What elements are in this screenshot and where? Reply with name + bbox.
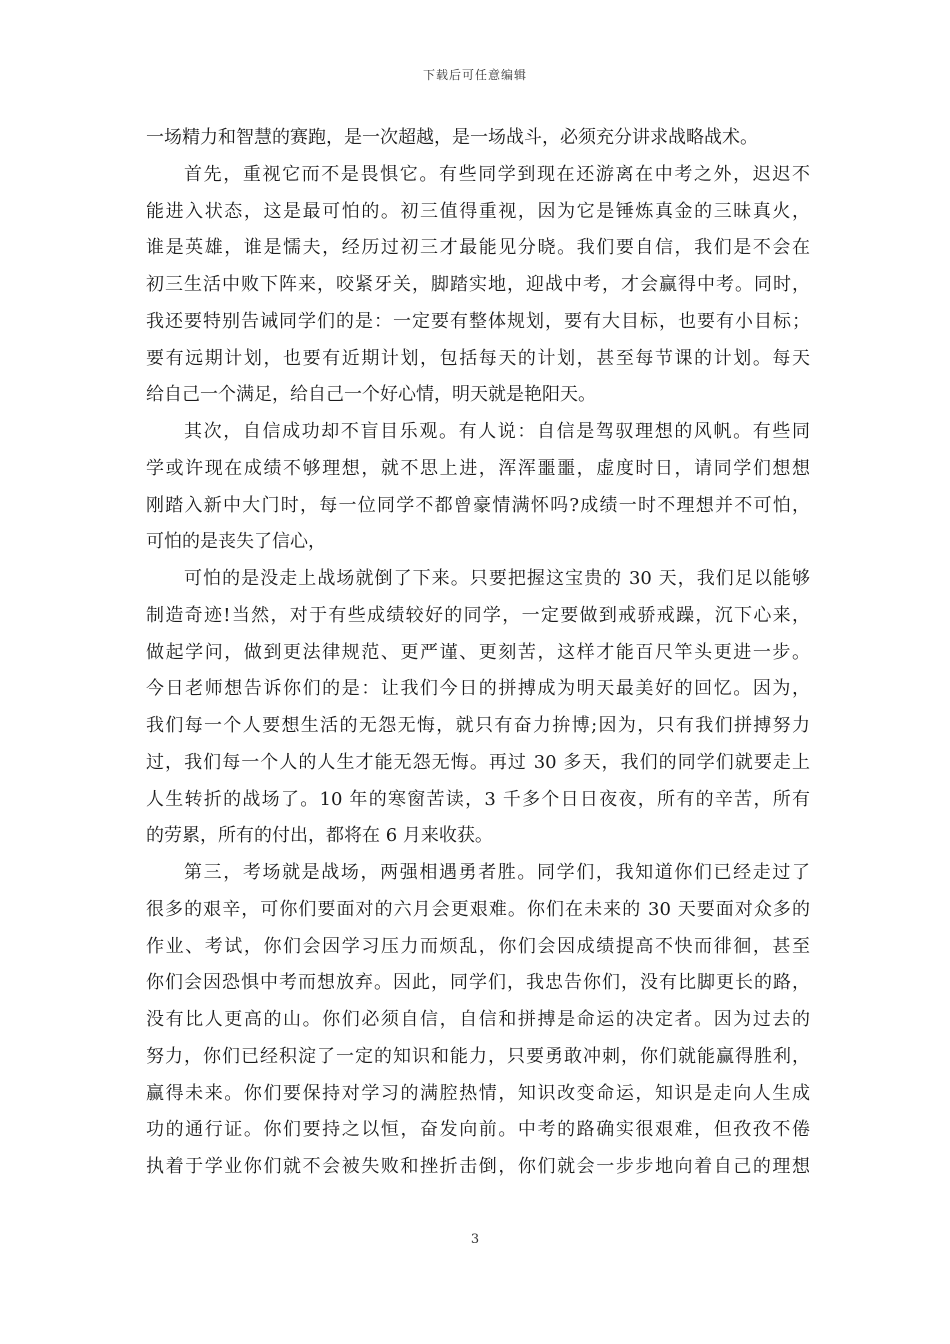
text-line: 能进入状态，这是最可怕的。初三值得重视，因为它是锤炼真金的三昧真火， xyxy=(146,200,810,222)
text-line: 学或许现在成绩不够理想，就不思上进，浑浑噩噩，虚度时日，请同学们想想 xyxy=(146,457,810,479)
text-line: 功的通行证。你们要持之以恒，奋发向前。中考的路确实很艰难，但孜孜不倦 xyxy=(146,1119,810,1141)
text-line: 过，我们每一个人的人生才能无怨无悔。再过 30 多天，我们的同学们就要走上 xyxy=(146,751,810,773)
text-line: 刚踏入新中大门时，每一位同学不都曾豪情满怀吗?成绩一时不理想并不可怕， xyxy=(146,494,810,516)
text-line: 人生转折的战场了。10 年的寒窗苦读，3 千多个日日夜夜，所有的辛苦，所有 xyxy=(146,788,810,810)
text-line: 首先，重视它而不是畏惧它。有些同学到现在还游离在中考之外，迟迟不 xyxy=(184,163,810,185)
text-line: 你们会因恐惧中考而想放弃。因此，同学们，我忠告你们，没有比脚更长的路， xyxy=(146,972,810,994)
text-line: 作业、考试，你们会因学习压力而烦乱，你们会因成绩提高不快而徘徊，甚至 xyxy=(146,935,810,957)
document-body xyxy=(146,120,810,1186)
text-line: 的劳累，所有的付出，都将在 6 月来收获。 xyxy=(146,825,493,847)
text-line: 赢得未来。你们要保持对学习的满腔热情，知识改变命运，知识是走向人生成 xyxy=(146,1082,810,1104)
text-line: 可怕的是没走上战场就倒了下来。只要把握这宝贵的 30 天，我们足以能够 xyxy=(184,568,810,589)
text-line: 要有远期计划，也要有近期计划，包括每天的计划，甚至每节课的计划。每天 xyxy=(146,347,810,369)
text-line: 我们每一个人要想生活的无怨无悔，就只有奋力拚博;因为，只有我们拼搏努力 xyxy=(146,715,810,736)
text-line: 制造奇迹!当然，对于有些成绩较好的同学，一定要做到戒骄戒躁，沉下心来， xyxy=(146,604,810,626)
text-line: 谁是英雄，谁是懦夫，经历过初三才最能见分晓。我们要自信，我们是不会在 xyxy=(146,237,810,259)
text-line: 很多的艰辛，可你们要面对的六月会更艰难。你们在未来的 30 天要面对众多的 xyxy=(146,898,810,920)
text-line: 努力，你们已经积淀了一定的知识和能力，只要勇敢冲刺，你们就能赢得胜利， xyxy=(146,1045,810,1067)
text-line: 第三，考场就是战场，两强相遇勇者胜。同学们，我知道你们已经走过了 xyxy=(184,862,810,883)
text-line: 没有比人更高的山。你们必须自信，自信和拼搏是命运的决定者。因为过去的 xyxy=(146,1009,810,1030)
text-line: 我还要特别告诫同学们的是：一定要有整体规划，要有大目标，也要有小目标； xyxy=(146,310,810,332)
text-line: 给自己一个满足，给自己一个好心情，明天就是艳阳天。 xyxy=(146,384,596,406)
text-line: 执着于学业你们就不会被失败和挫折击倒，你们就会一步步地向着自己的理想 xyxy=(146,1156,810,1177)
page-header: 下载后可任意编辑 xyxy=(422,68,527,82)
page-number: 3 xyxy=(470,1232,480,1247)
text-line: 初三生活中败下阵来，咬紧牙关，脚踏实地，迎战中考，才会赢得中考。同时， xyxy=(146,274,810,295)
text-line: 可怕的是丧失了信心， xyxy=(146,531,326,553)
text-line: 一场精力和智慧的赛跑，是一次超越，是一场战斗，必须充分讲求战略战术。 xyxy=(146,127,758,148)
text-line: 其次，自信成功却不盲目乐观。有人说：自信是驾驭理想的风帆。有些同 xyxy=(184,421,810,442)
text-line: 做起学问，做到更法律规范、更严谨、更刻苦，这样才能百尺竿头更进一步。 xyxy=(146,641,810,663)
text-line: 今日老师想告诉你们的是：让我们今日的拼搏成为明天最美好的回忆。因为， xyxy=(146,678,810,700)
